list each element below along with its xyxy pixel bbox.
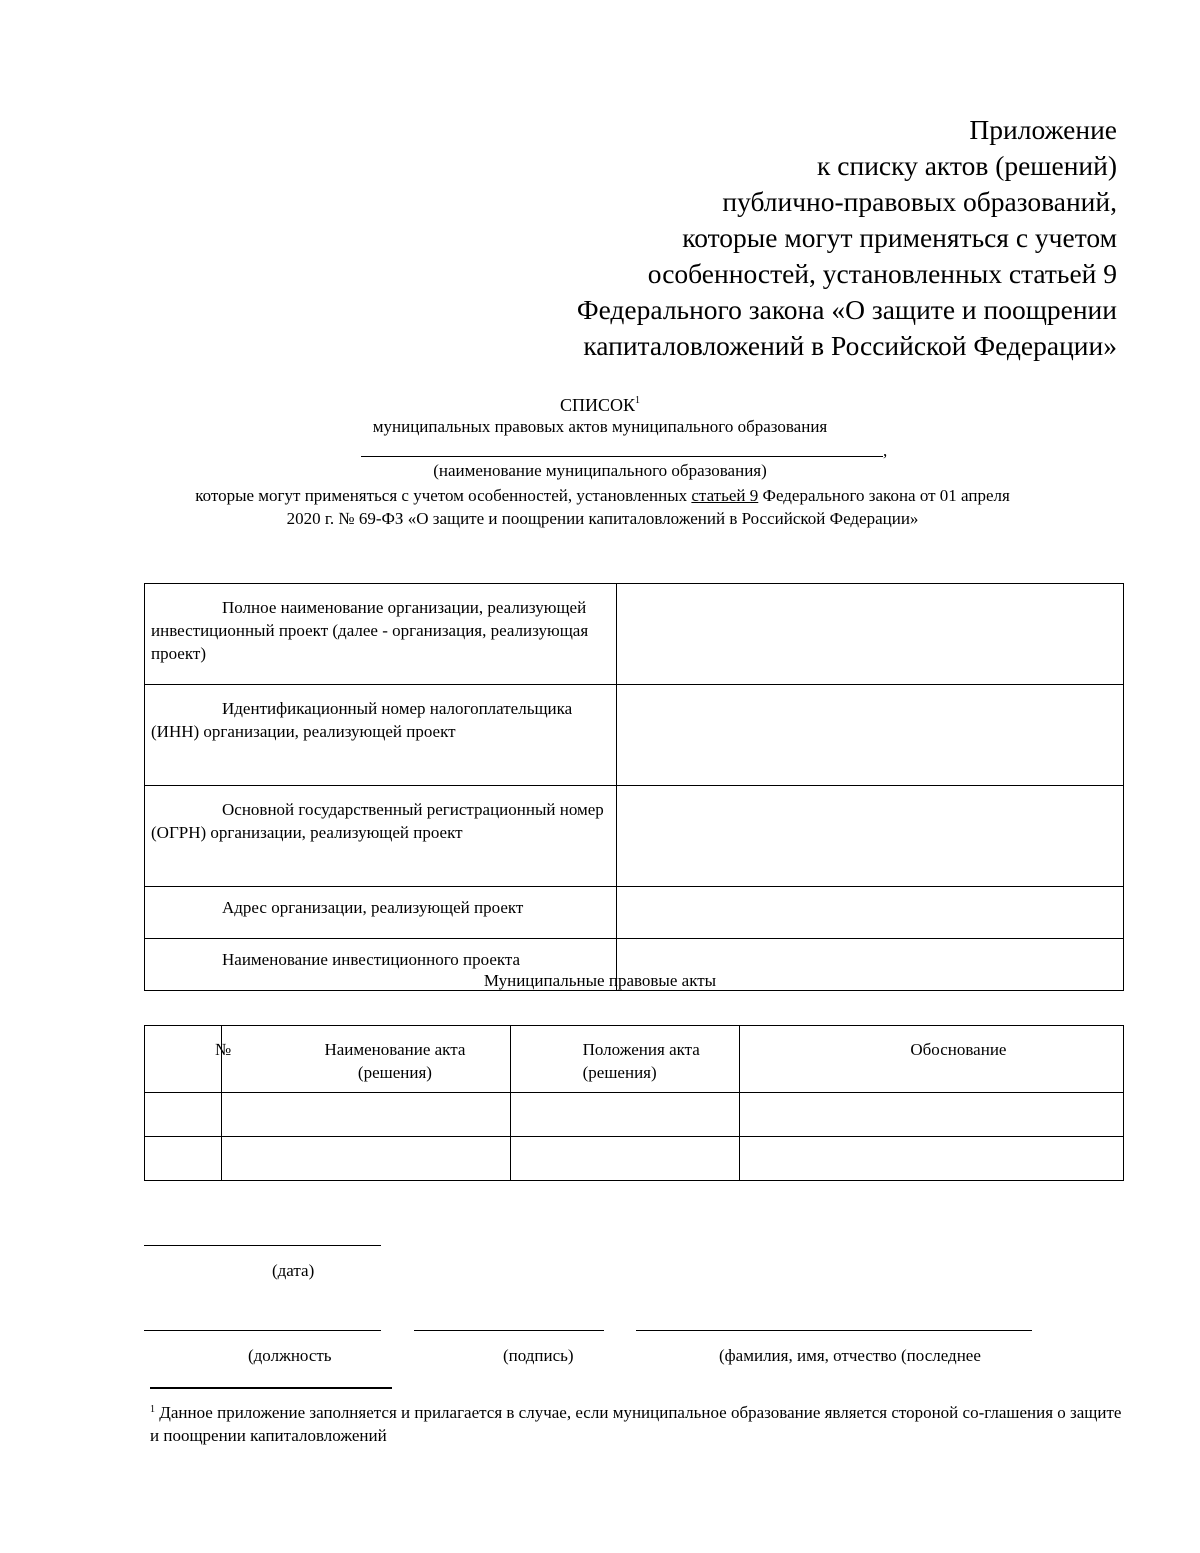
article-9-link[interactable]: статьей 9	[691, 486, 759, 505]
row-label-text: Идентификационный номер налогоплательщика (ИНН) организации, реализующей проект	[151, 699, 573, 741]
fullname-line[interactable]	[636, 1330, 1032, 1331]
title-text: СПИСОК	[559, 395, 635, 415]
act-name-cell[interactable]	[221, 1093, 510, 1137]
appendix-line: особенностей, установленных статьей 9	[647, 258, 1117, 289]
appendix-line: капиталовложений в Российской Федерации»	[583, 330, 1117, 361]
row-label-text: Наименование инвестиционного проекта	[222, 950, 521, 969]
row-label	[145, 786, 617, 887]
organization-full-name-field[interactable]	[616, 584, 1123, 685]
acts-section-title: Муниципальные правовые акты	[483, 971, 717, 990]
appendix-line: Федерального закона «О защите и поощрении	[576, 294, 1117, 325]
municipal-acts-table	[144, 1025, 1124, 1181]
organization-address-field[interactable]	[616, 887, 1123, 939]
municipality-name-line	[361, 456, 883, 457]
act-basis-cell[interactable]	[740, 1137, 1124, 1181]
header-cell-number	[145, 1026, 232, 1093]
act-number-cell[interactable]	[145, 1093, 222, 1137]
act-number-cell[interactable]	[145, 1137, 222, 1181]
header-cell-name	[221, 1026, 510, 1093]
header-provisions-label: Положения акта (решения)	[582, 1040, 700, 1082]
appendix-line: публично-правовых образований,	[722, 186, 1117, 217]
appendix-header	[577, 112, 1117, 364]
date-line[interactable]	[144, 1245, 381, 1246]
date-caption: (дата)	[272, 1261, 315, 1280]
footnote-separator	[150, 1387, 392, 1389]
table-row	[145, 1137, 1124, 1181]
title-footnote-mark: 1	[635, 395, 640, 406]
signature-caption: (подпись)	[503, 1346, 574, 1365]
row-label	[145, 887, 617, 939]
header-cell-basis	[740, 1026, 1124, 1093]
applicability-text-start: которые могут применяться с учетом особенностей, установленных	[195, 486, 692, 505]
position-caption: (должность	[248, 1346, 332, 1365]
header-cell-provisions	[510, 1026, 740, 1093]
municipality-name-caption: (наименование муниципального образования)	[433, 461, 767, 480]
organization-info-table	[144, 583, 1124, 991]
name-line-comma: ,	[883, 441, 888, 460]
table-row	[145, 786, 1124, 887]
row-label	[145, 584, 617, 685]
appendix-line: к списку актов (решений)	[817, 150, 1117, 181]
row-label-text: Основной государственный регистрационный номер (ОГРН) организации, реализующей проект	[151, 800, 604, 842]
fullname-caption: (фамилия, имя, отчество (последнее	[719, 1346, 981, 1365]
row-label	[145, 685, 617, 786]
table-row	[145, 584, 1124, 685]
position-line[interactable]	[144, 1330, 381, 1331]
document-subtitle: муниципальных правовых актов муниципального образования	[372, 417, 828, 436]
applicability-text	[190, 484, 1015, 530]
table-header-row	[145, 1026, 1124, 1093]
document-title	[0, 390, 1200, 416]
footnote	[150, 1398, 1125, 1447]
table-row	[145, 685, 1124, 786]
footnote-mark: 1	[150, 1404, 155, 1415]
header-name-label: Наименование акта (решения)	[324, 1040, 466, 1082]
table-row	[145, 1093, 1124, 1137]
applicability-text-end: Федерального закона от 01 апреля 2020 г. № 69-ФЗ «О защите и поощрении капиталовложений в Российской Федерации»	[286, 486, 1010, 528]
act-basis-cell[interactable]	[740, 1093, 1124, 1137]
appendix-line: которые могут применяться с учетом	[682, 222, 1117, 253]
footnote-text: Данное приложение заполняется и прилагается в случае, если муниципальное образование является стороной со-глашения о защите и поощрении капиталовложений	[150, 1403, 1122, 1445]
row-label-text: Полное наименование организации, реализующей инвестиционный проект (далее - организация, реализующая проект)	[151, 598, 589, 663]
act-provisions-cell[interactable]	[510, 1093, 740, 1137]
act-name-cell[interactable]	[221, 1137, 510, 1181]
table-row	[145, 887, 1124, 939]
inn-field[interactable]	[616, 685, 1123, 786]
header-basis-label: Обоснование	[910, 1040, 1007, 1059]
appendix-line: Приложение	[969, 114, 1117, 145]
row-label-text: Адрес организации, реализующей проект	[222, 898, 524, 917]
signature-line[interactable]	[414, 1330, 604, 1331]
header-number-label: №	[215, 1040, 232, 1059]
ogrn-field[interactable]	[616, 786, 1123, 887]
act-provisions-cell[interactable]	[510, 1137, 740, 1181]
